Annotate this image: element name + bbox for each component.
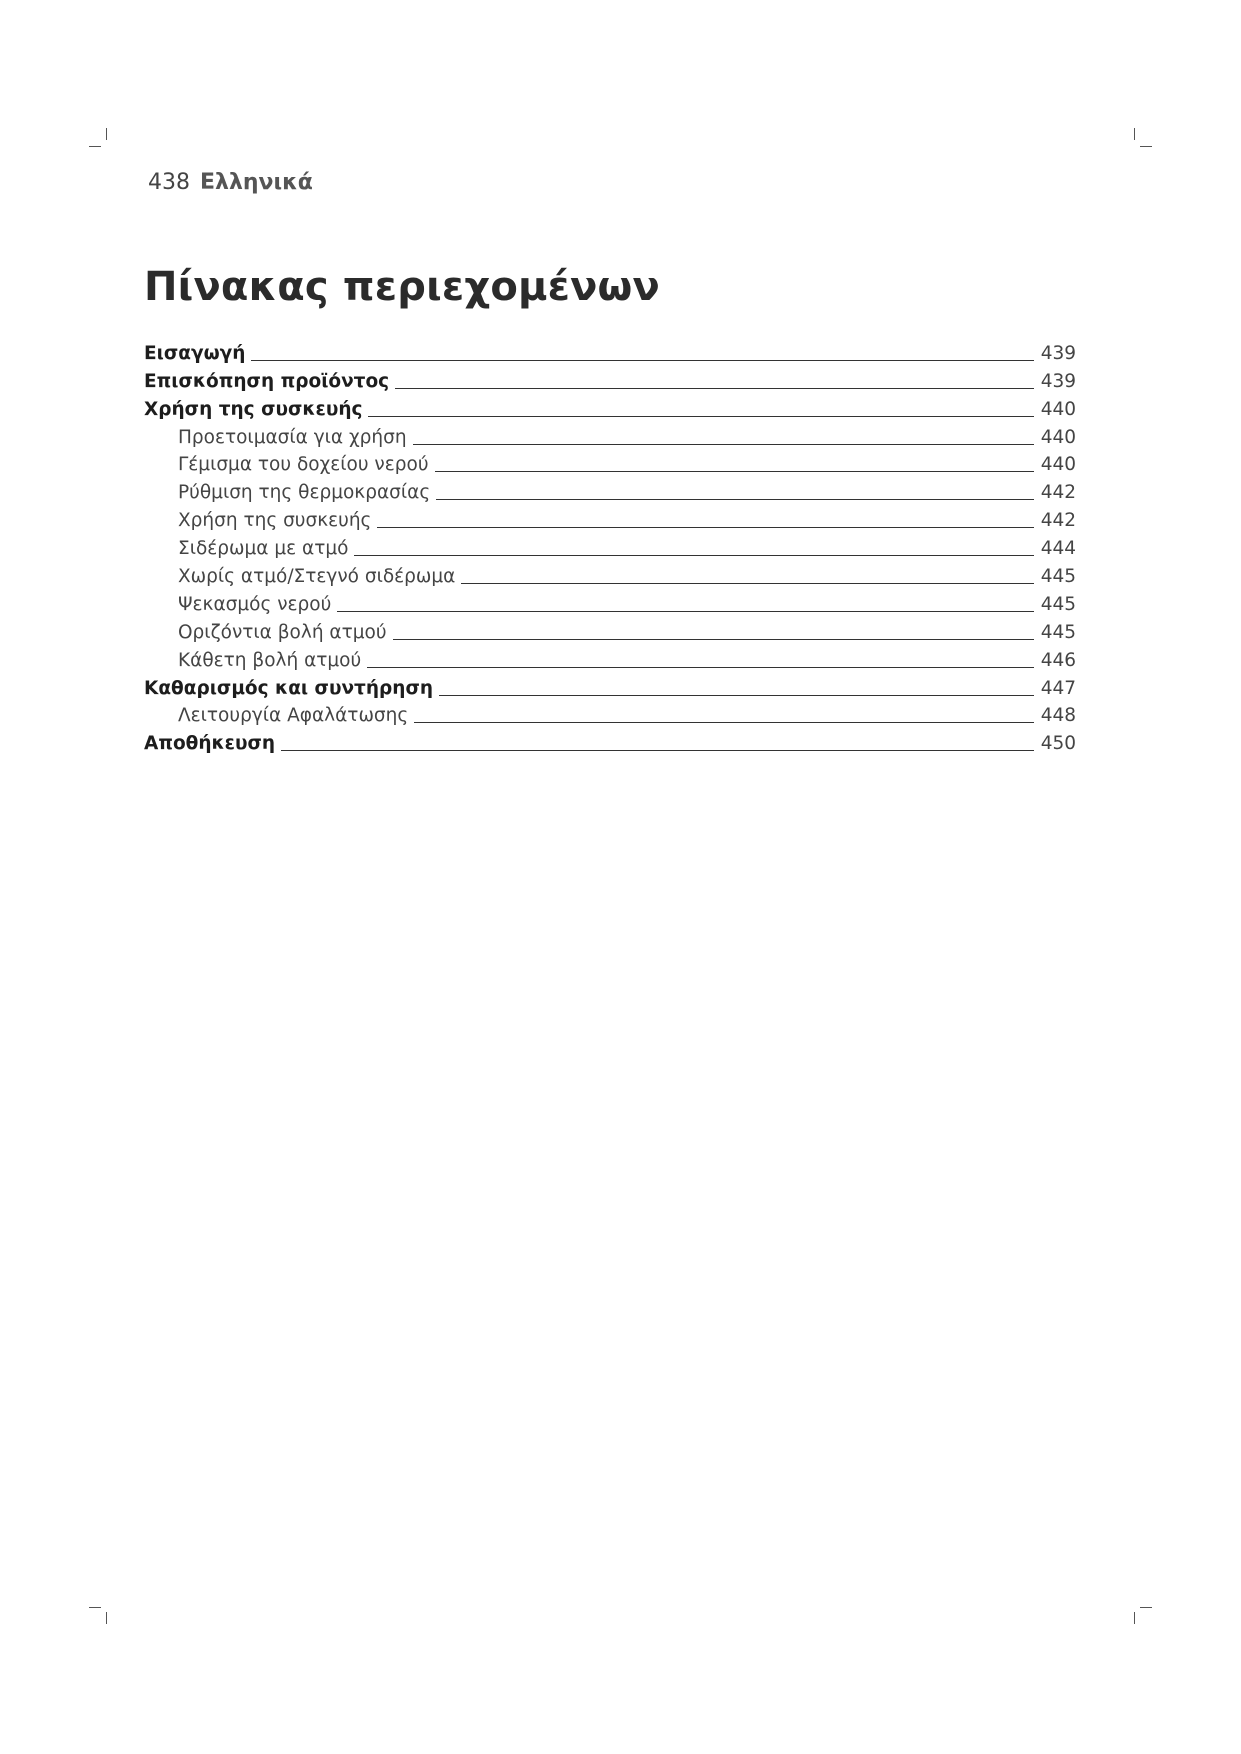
toc-entry-section[interactable] xyxy=(144,727,1076,755)
toc-entry-page: 448 xyxy=(1040,705,1076,727)
toc-entry-subsection[interactable] xyxy=(144,700,1076,728)
toc-entry-label: Χρήση της συσκευής xyxy=(178,510,372,532)
toc-leader-line xyxy=(368,415,1034,417)
toc-entry-page: 445 xyxy=(1040,593,1076,615)
toc-entry-page: 446 xyxy=(1040,649,1076,671)
toc-leader-line xyxy=(395,387,1034,389)
toc-leader-line xyxy=(439,694,1034,696)
toc-entry-section[interactable] xyxy=(144,672,1076,700)
toc-entry-label: Ρύθμιση της θερμοκρασίας xyxy=(178,482,431,504)
page-number: 438 xyxy=(148,170,190,195)
toc-leader-line xyxy=(435,470,1034,472)
crop-mark-bottom-right-v xyxy=(1134,1612,1135,1624)
toc-entry-subsection[interactable] xyxy=(144,560,1076,588)
toc-entry-subsection[interactable] xyxy=(144,644,1076,672)
toc-entry-label: Χρήση της συσκευής xyxy=(144,398,363,420)
toc-list xyxy=(144,337,1076,755)
toc-entry-subsection[interactable] xyxy=(144,421,1076,449)
toc-entry-label: Εισαγωγή xyxy=(144,342,246,364)
toc-leader-line xyxy=(436,498,1034,500)
toc-entry-page: 442 xyxy=(1040,482,1076,504)
toc-entry-section[interactable] xyxy=(144,393,1076,421)
toc-entry-label: Γέμισμα του δοχείου νερού xyxy=(178,454,429,476)
crop-mark-top-left-h xyxy=(89,146,101,147)
toc-entry-label: Κάθετη βολή ατμού xyxy=(178,649,362,671)
toc-leader-line xyxy=(393,638,1034,640)
toc-entry-page: 450 xyxy=(1040,733,1076,755)
toc-entry-page: 440 xyxy=(1040,454,1076,476)
toc-leader-line xyxy=(377,526,1034,528)
toc-leader-line xyxy=(251,359,1034,361)
toc-entry-label: Αποθήκευση xyxy=(144,733,276,755)
toc-entry-label: Καθαρισμός και συντήρηση xyxy=(144,677,434,699)
crop-mark-top-right-v xyxy=(1134,128,1135,140)
toc-entry-page: 439 xyxy=(1040,370,1076,392)
toc-leader-line xyxy=(367,666,1034,668)
toc-entry-page: 440 xyxy=(1040,398,1076,420)
toc-leader-line xyxy=(461,582,1034,584)
crop-mark-top-left-v xyxy=(106,128,107,140)
page-header xyxy=(148,170,313,200)
toc-entry-page: 444 xyxy=(1040,538,1076,560)
toc-entry-page: 439 xyxy=(1040,342,1076,364)
toc-leader-line xyxy=(337,610,1034,612)
toc-entry-section[interactable] xyxy=(144,337,1076,365)
toc-entry-page: 445 xyxy=(1040,566,1076,588)
toc-entry-subsection[interactable] xyxy=(144,504,1076,532)
toc-entry-subsection[interactable] xyxy=(144,588,1076,616)
toc-entry-section[interactable] xyxy=(144,365,1076,393)
crop-mark-top-right-h xyxy=(1140,146,1152,147)
toc-entry-page: 445 xyxy=(1040,621,1076,643)
toc-entry-subsection[interactable] xyxy=(144,532,1076,560)
toc-title: Πίνακας περιεχομένων xyxy=(144,264,660,310)
toc-entry-page: 442 xyxy=(1040,510,1076,532)
toc-leader-line xyxy=(281,749,1034,751)
toc-entry-label: Προετοιμασία για χρήση xyxy=(178,426,407,448)
toc-entry-label: Επισκόπηση προϊόντος xyxy=(144,370,390,392)
crop-mark-bottom-left-h xyxy=(89,1607,101,1608)
toc-entry-label: Χωρίς ατμό/Στεγνό σιδέρωμα xyxy=(178,566,456,588)
page-language: Ελληνικά xyxy=(200,170,313,195)
toc-entry-subsection[interactable] xyxy=(144,616,1076,644)
toc-leader-line xyxy=(414,721,1034,723)
toc-entry-label: Ψεκασμός νερού xyxy=(178,593,332,615)
toc-entry-label: Οριζόντια βολή ατμού xyxy=(178,621,387,643)
toc-entry-subsection[interactable] xyxy=(144,476,1076,504)
crop-mark-bottom-right-h xyxy=(1140,1607,1152,1608)
toc-entry-page: 447 xyxy=(1040,677,1076,699)
crop-mark-bottom-left-v xyxy=(106,1612,107,1624)
toc-leader-line xyxy=(354,554,1034,556)
toc-entry-label: Λειτουργία Αφαλάτωσης xyxy=(178,705,409,727)
toc-entry-subsection[interactable] xyxy=(144,449,1076,477)
toc-entry-label: Σιδέρωμα με ατμό xyxy=(178,538,349,560)
toc-entry-page: 440 xyxy=(1040,426,1076,448)
toc-leader-line xyxy=(413,443,1034,445)
